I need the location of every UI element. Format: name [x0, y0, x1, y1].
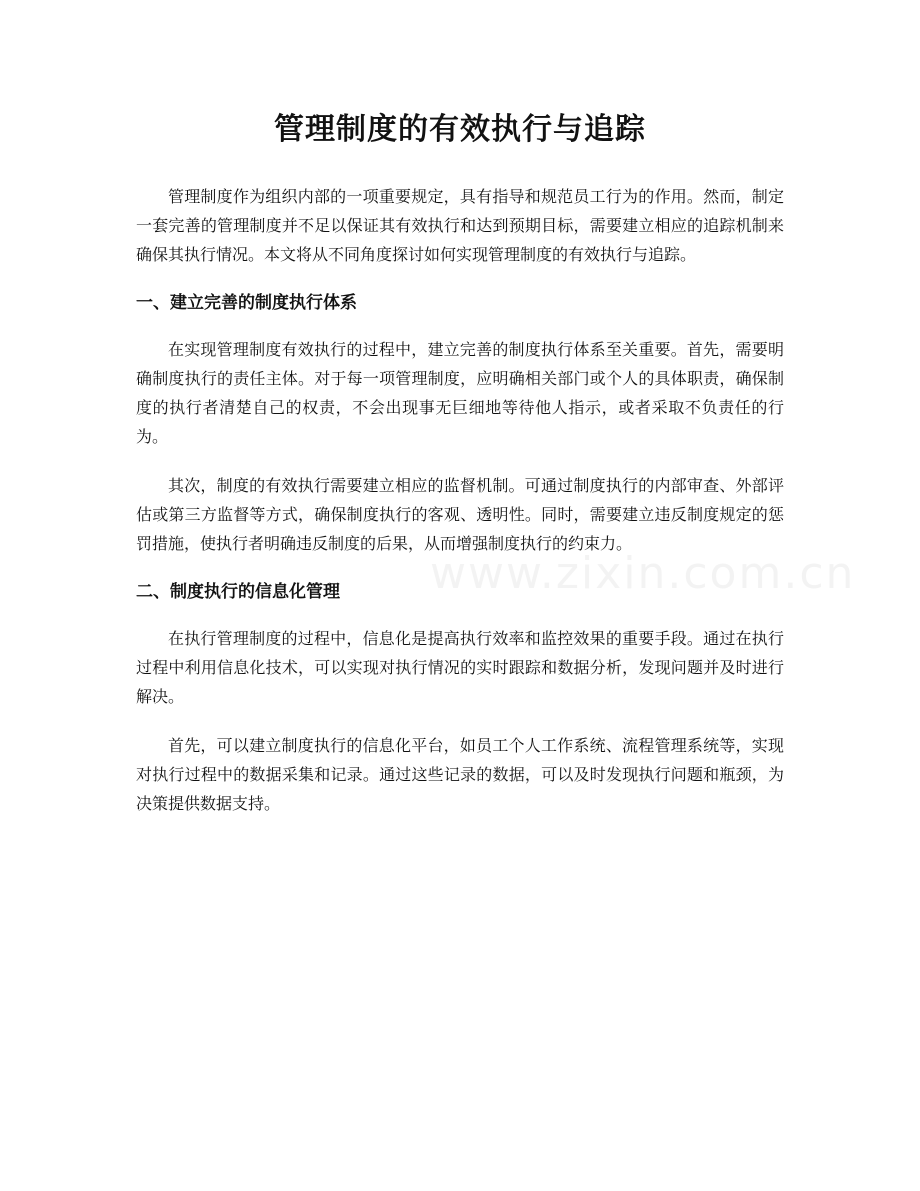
section-1-paragraph-1: 在实现管理制度有效执行的过程中，建立完善的制度执行体系至关重要。首先，需要明确制度执行的责任主体。对于每一项管理制度，应明确相关部门或个人的具体职责，确保制度的执行者清楚自己的权责，不会出现事无巨细地等待他人指示，或者采取不负责任的行为。 — [136, 340, 784, 446]
section-heading-2: 二、制度执行的信息化管理 — [136, 582, 340, 602]
section-2-paragraph-1: 在执行管理制度的过程中，信息化是提高执行效率和监控效果的重要手段。通过在执行过程中利用信息化技术，可以实现对执行情况的实时跟踪和数据分析，发现问题并及时进行解决。 — [136, 629, 784, 706]
section-2-paragraph-2: 首先，可以建立制度执行的信息化平台，如员工个人工作系统、流程管理系统等，实现对执行过程中的数据采集和记录。通过这些记录的数据，可以及时发现执行问题和瓶颈，为决策提供数据支持。 — [136, 736, 784, 813]
document-title: 管理制度的有效执行与追踪 — [274, 112, 646, 147]
watermark-text: www.zixin.com.cn — [430, 548, 856, 599]
section-heading-1: 一、建立完善的制度执行体系 — [136, 293, 357, 313]
document-body — [136, 182, 784, 818]
intro-paragraph: 管理制度作为组织内部的一项重要规定，具有指导和规范员工行为的作用。然而，制定一套完善的管理制度并不足以保证其有效执行和达到预期目标，需要建立相应的追踪机制来确保其执行情况。本文将从不同角度探讨如何实现管理制度的有效执行与追踪。 — [136, 187, 784, 264]
section-1-paragraph-2: 其次，制度的有效执行需要建立相应的监督机制。可通过制度执行的内部审查、外部评估或第三方监督等方式，确保制度执行的客观、透明性。同时，需要建立违反制度规定的惩罚措施，使执行者明确违反制度的后果，从而增强制度执行的约束力。 — [136, 476, 784, 553]
